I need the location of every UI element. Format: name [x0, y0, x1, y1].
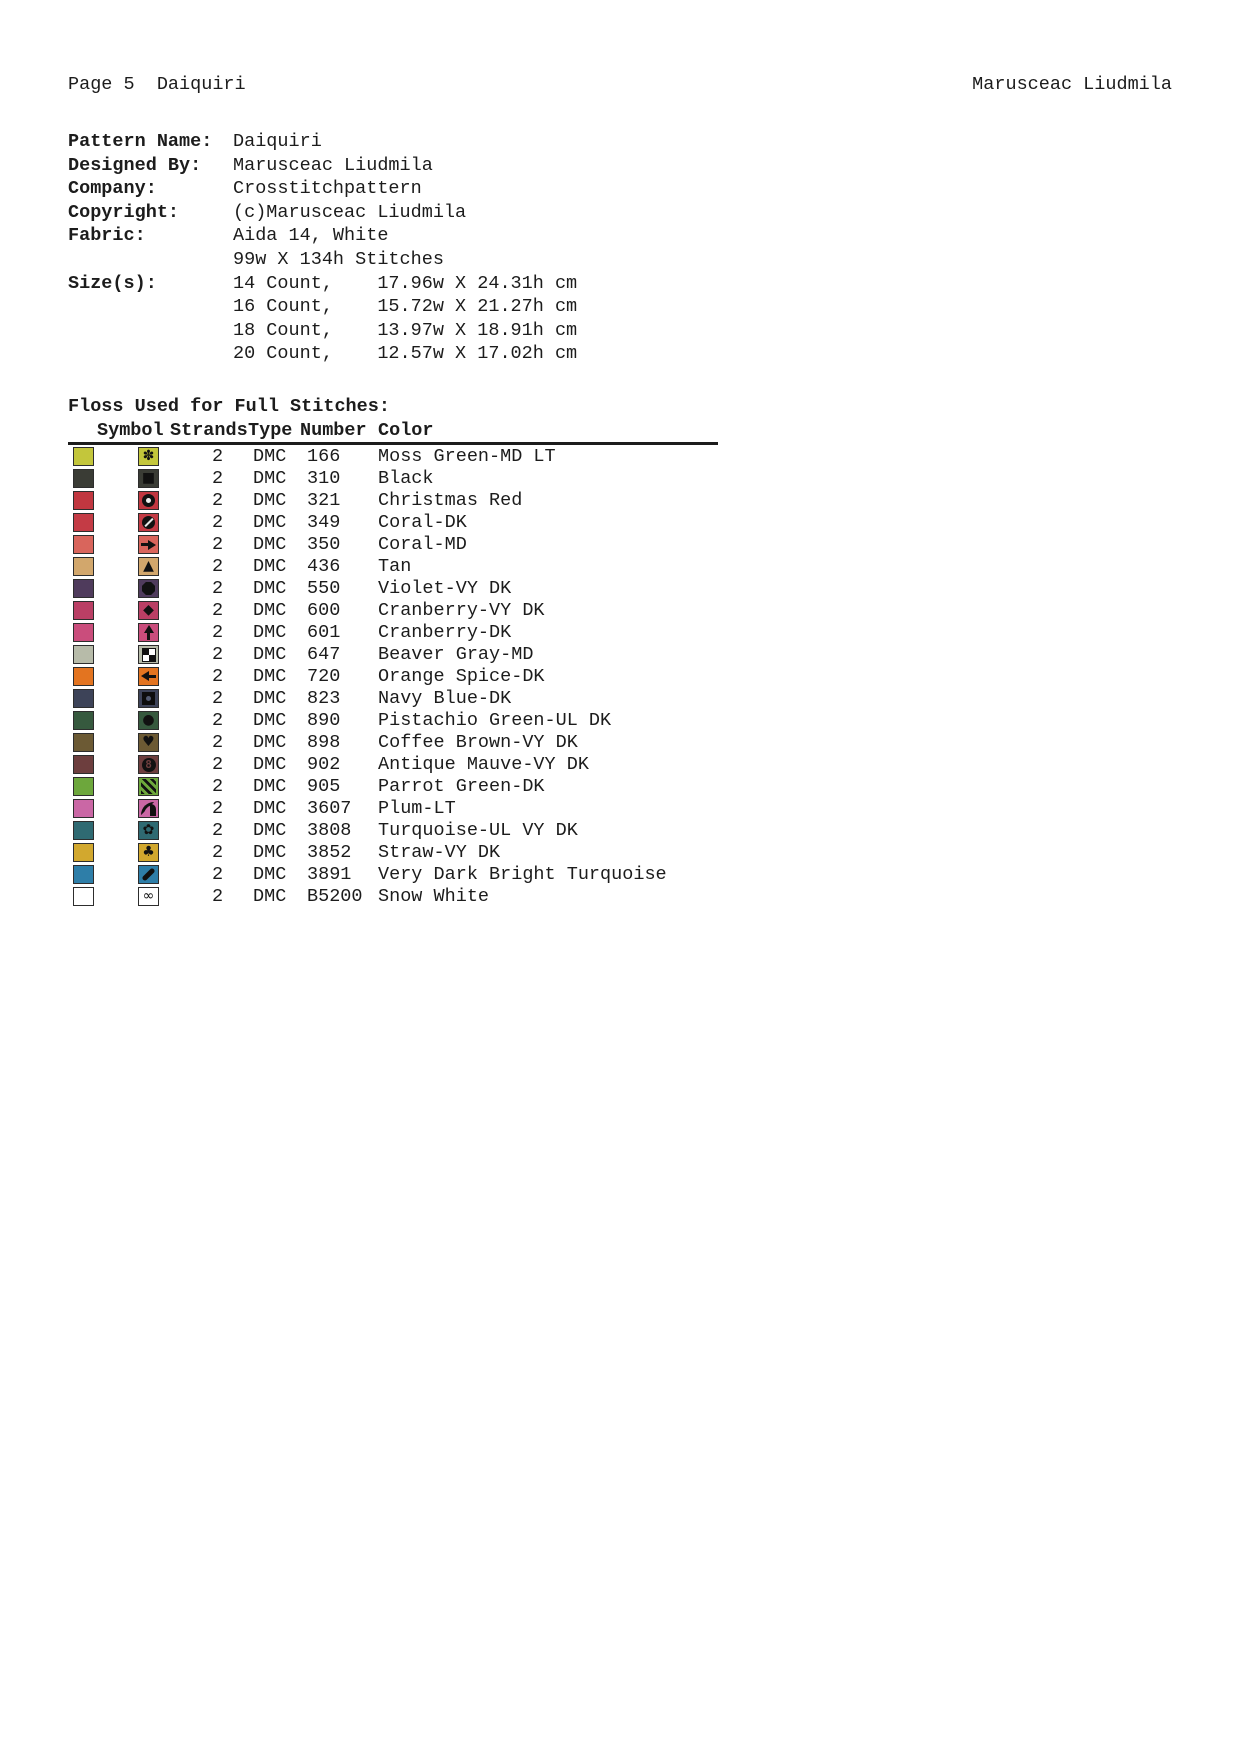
strands-cell: 2: [212, 512, 224, 533]
type-cell: DMC: [253, 556, 287, 577]
eight-ball-icon: 8: [142, 758, 156, 772]
info-label: [68, 319, 233, 343]
number-cell: 601: [307, 622, 341, 643]
floss-row: [68, 689, 968, 711]
strands-cell: 2: [212, 534, 224, 555]
color-name-cell: Pistachio Green-UL DK: [378, 710, 612, 731]
type-cell: DMC: [253, 534, 287, 555]
triangle-icon: ▲: [143, 558, 154, 574]
strands-cell: 2: [212, 622, 224, 643]
info-value: Marusceac Liudmila: [233, 154, 433, 176]
floss-row: [68, 843, 968, 865]
color-name-cell: Coral-DK: [378, 512, 467, 533]
strands-cell: 2: [212, 864, 224, 885]
pattern-info-block: [68, 130, 577, 366]
color-name-cell: Snow White: [378, 886, 490, 907]
strands-cell: 2: [212, 468, 224, 489]
color-swatch: [73, 689, 94, 708]
color-name-cell: Cranberry-DK: [378, 622, 512, 643]
flower-asterisk-icon: ✽: [142, 448, 155, 464]
color-swatch: [73, 469, 94, 488]
strands-cell: 2: [212, 710, 224, 731]
color-name-cell: Christmas Red: [378, 490, 523, 511]
info-value: 14 Count, 17.96w X 24.31h cm: [233, 272, 578, 294]
info-value: 16 Count, 15.72w X 21.27h cm: [233, 296, 578, 318]
color-name-cell: Navy Blue-DK: [378, 688, 512, 709]
color-name-cell: Orange Spice-DK: [378, 666, 545, 687]
color-swatch: [73, 843, 94, 862]
symbol-cell: [138, 865, 159, 884]
info-row: [68, 201, 577, 225]
number-cell: 349: [307, 512, 341, 533]
info-value: 99w X 134h Stitches: [233, 248, 444, 270]
strands-cell: 2: [212, 556, 224, 577]
color-name-cell: Black: [378, 468, 434, 489]
heart-icon: ♥: [142, 734, 155, 750]
info-row: [68, 272, 577, 296]
info-row: [68, 248, 577, 272]
symbol-cell: [138, 491, 159, 510]
number-cell: 3808: [307, 820, 352, 841]
info-row: [68, 154, 577, 178]
strands-cell: 2: [212, 820, 224, 841]
symbol-cell: [138, 601, 159, 620]
color-swatch: [73, 667, 94, 686]
number-cell: 310: [307, 468, 341, 489]
diamond-icon: ◆: [143, 602, 154, 618]
color-swatch: [73, 579, 94, 598]
column-header: Strands: [170, 420, 248, 441]
number-cell: 720: [307, 666, 341, 687]
color-swatch: [73, 711, 94, 730]
type-cell: DMC: [253, 732, 287, 753]
info-label: Pattern Name:: [68, 131, 213, 152]
floss-row: [68, 667, 968, 689]
number-cell: 166: [307, 446, 341, 467]
type-cell: DMC: [253, 446, 287, 467]
page-header-right: Marusceac Liudmila: [972, 74, 1172, 95]
table-header-rule: [68, 442, 718, 445]
symbol-cell: [138, 667, 159, 686]
number-cell: 600: [307, 600, 341, 621]
color-swatch: [73, 535, 94, 554]
floss-row: [68, 447, 968, 469]
type-cell: DMC: [253, 644, 287, 665]
floss-row: [68, 623, 968, 645]
column-header: Number: [300, 420, 367, 441]
info-value: Aida 14, White: [233, 225, 389, 247]
diagonal-stripes-icon: [141, 779, 156, 794]
number-cell: 436: [307, 556, 341, 577]
floss-row: [68, 711, 968, 733]
info-value: 20 Count, 12.57w X 17.02h cm: [233, 343, 578, 365]
symbol-cell: [138, 689, 159, 708]
info-row: [68, 224, 577, 248]
thick-slash-icon: [141, 867, 155, 881]
symbol-cell: [138, 513, 159, 532]
info-label: Size(s):: [68, 272, 157, 294]
octagon-icon: [142, 582, 155, 595]
symbol-cell: [138, 557, 159, 576]
info-row: [68, 130, 577, 154]
info-label: [68, 342, 233, 366]
number-cell: 350: [307, 534, 341, 555]
floss-section-title: Floss Used for Full Stitches:: [68, 396, 390, 417]
floss-row: [68, 469, 968, 491]
checker-icon: [142, 648, 156, 662]
donut-circle-icon: [142, 494, 155, 507]
floss-row: [68, 645, 968, 667]
strands-cell: 2: [212, 776, 224, 797]
color-name-cell: Coral-MD: [378, 534, 467, 555]
symbol-cell: [138, 821, 159, 840]
floss-row: [68, 821, 968, 843]
type-cell: DMC: [253, 512, 287, 533]
strands-cell: 2: [212, 842, 224, 863]
info-label: [68, 295, 233, 319]
info-row: [68, 177, 577, 201]
type-cell: DMC: [253, 688, 287, 709]
floss-row: [68, 579, 968, 601]
info-label: Company:: [68, 178, 157, 200]
number-cell: 3891: [307, 864, 352, 885]
info-row: [68, 342, 577, 366]
flower-icon: ✿: [142, 822, 155, 838]
info-label: [68, 248, 233, 272]
info-label: Copyright:: [68, 201, 180, 223]
color-swatch: [73, 513, 94, 532]
number-cell: 823: [307, 688, 341, 709]
type-cell: DMC: [253, 864, 287, 885]
floss-row: [68, 733, 968, 755]
color-swatch: [73, 447, 94, 466]
arc-moon-icon: [141, 802, 156, 816]
symbol-cell: [138, 469, 159, 488]
strands-cell: 2: [212, 688, 224, 709]
number-cell: 321: [307, 490, 341, 511]
symbol-cell: [138, 777, 159, 796]
floss-row: [68, 865, 968, 887]
number-cell: 902: [307, 754, 341, 775]
color-name-cell: Tan: [378, 556, 412, 577]
symbol-cell: [138, 447, 159, 466]
floss-row: [68, 513, 968, 535]
filled-square-icon: ■: [141, 470, 156, 486]
color-swatch: [73, 887, 94, 906]
number-cell: 890: [307, 710, 341, 731]
type-cell: DMC: [253, 820, 287, 841]
number-cell: 905: [307, 776, 341, 797]
strands-cell: 2: [212, 644, 224, 665]
color-swatch: [73, 755, 94, 774]
strands-cell: 2: [212, 578, 224, 599]
strands-cell: 2: [212, 490, 224, 511]
number-cell: 3607: [307, 798, 352, 819]
symbol-cell: [138, 733, 159, 752]
strands-cell: 2: [212, 754, 224, 775]
symbol-cell: [138, 755, 159, 774]
symbol-cell: [138, 843, 159, 862]
color-name-cell: Coffee Brown-VY DK: [378, 732, 578, 753]
color-swatch: [73, 645, 94, 664]
type-cell: DMC: [253, 666, 287, 687]
color-swatch: [73, 557, 94, 576]
dot-square-icon: [142, 692, 155, 705]
strands-cell: 2: [212, 732, 224, 753]
color-name-cell: Plum-LT: [378, 798, 456, 819]
number-cell: 898: [307, 732, 341, 753]
type-cell: DMC: [253, 886, 287, 907]
floss-column-headers: [0, 420, 1240, 442]
floss-row: [68, 887, 968, 909]
type-cell: DMC: [253, 710, 287, 731]
info-label: Fabric:: [68, 225, 146, 247]
strands-cell: 2: [212, 666, 224, 687]
floss-row: [68, 535, 968, 557]
slashed-circle-icon: [142, 516, 155, 529]
info-label: Designed By:: [68, 154, 202, 176]
symbol-cell: [138, 887, 159, 906]
column-header: Type: [248, 420, 293, 441]
color-name-cell: Antique Mauve-VY DK: [378, 754, 589, 775]
floss-row: [68, 491, 968, 513]
floss-row: [68, 777, 968, 799]
color-name-cell: Moss Green-MD LT: [378, 446, 556, 467]
type-cell: DMC: [253, 798, 287, 819]
floss-row: [68, 755, 968, 777]
color-swatch: [73, 601, 94, 620]
infinity-icon: ∞: [142, 888, 155, 904]
up-arrow-icon: [142, 625, 155, 640]
floss-table: [68, 447, 968, 909]
info-value: Crosstitchpattern: [233, 178, 422, 200]
color-name-cell: Very Dark Bright Turquoise: [378, 864, 667, 885]
filled-circle-icon: ●: [142, 712, 155, 728]
column-header: Color: [378, 420, 434, 441]
color-swatch: [73, 799, 94, 818]
strands-cell: 2: [212, 798, 224, 819]
strands-cell: 2: [212, 600, 224, 621]
color-name-cell: Cranberry-VY DK: [378, 600, 545, 621]
color-name-cell: Violet-VY DK: [378, 578, 512, 599]
info-row: [68, 295, 577, 319]
type-cell: DMC: [253, 754, 287, 775]
page-header-left: Page 5 Daiquiri: [68, 74, 246, 95]
symbol-cell: [138, 623, 159, 642]
color-name-cell: Beaver Gray-MD: [378, 644, 534, 665]
floss-row: [68, 557, 968, 579]
number-cell: 550: [307, 578, 341, 599]
info-value: Daiquiri: [233, 131, 322, 152]
color-name-cell: Turquoise-UL VY DK: [378, 820, 578, 841]
symbol-cell: [138, 799, 159, 818]
number-cell: 647: [307, 644, 341, 665]
strands-cell: 2: [212, 886, 224, 907]
color-name-cell: Straw-VY DK: [378, 842, 501, 863]
floss-row: [68, 799, 968, 821]
type-cell: DMC: [253, 490, 287, 511]
type-cell: DMC: [253, 776, 287, 797]
left-arrow-icon: [141, 670, 156, 683]
symbol-cell: [138, 711, 159, 730]
color-swatch: [73, 733, 94, 752]
symbol-cell: [138, 579, 159, 598]
color-swatch: [73, 623, 94, 642]
club-icon: ♣: [142, 844, 155, 860]
number-cell: 3852: [307, 842, 352, 863]
color-name-cell: Parrot Green-DK: [378, 776, 545, 797]
info-value: (c)Marusceac Liudmila: [233, 201, 467, 223]
type-cell: DMC: [253, 578, 287, 599]
type-cell: DMC: [253, 600, 287, 621]
color-swatch: [73, 777, 94, 796]
info-value: 18 Count, 13.97w X 18.91h cm: [233, 319, 578, 341]
color-swatch: [73, 865, 94, 884]
column-header: Symbol: [97, 420, 164, 441]
type-cell: DMC: [253, 842, 287, 863]
strands-cell: 2: [212, 446, 224, 467]
color-swatch: [73, 821, 94, 840]
type-cell: DMC: [253, 468, 287, 489]
color-swatch: [73, 491, 94, 510]
symbol-cell: [138, 645, 159, 664]
symbol-cell: [138, 535, 159, 554]
number-cell: B5200: [307, 886, 363, 907]
floss-row: [68, 601, 968, 623]
right-arrow-icon: [141, 538, 156, 551]
type-cell: DMC: [253, 622, 287, 643]
info-row: [68, 319, 577, 343]
